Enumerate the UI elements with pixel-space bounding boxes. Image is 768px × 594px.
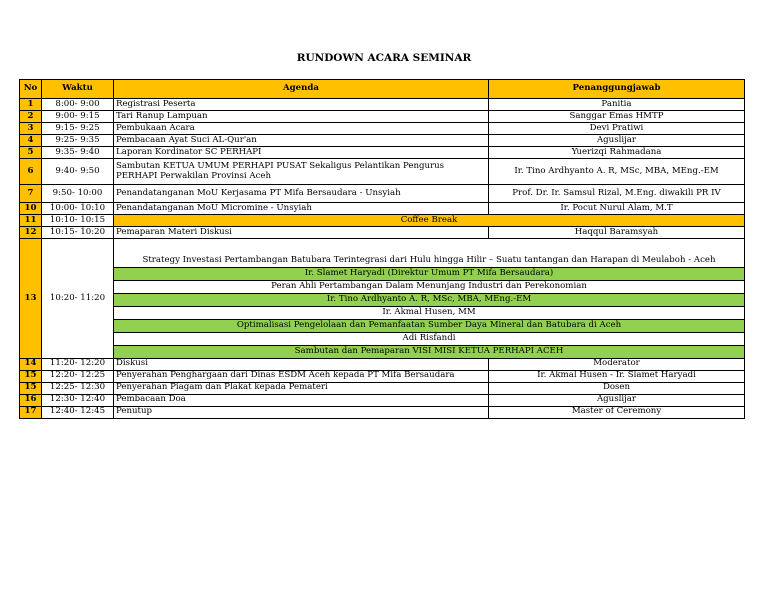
row-pj: Master of Ceremony [489, 406, 745, 418]
session-topic: Peran Ahli Pertambangan Dalam Menunjang Industri dan Perekonomian [114, 280, 745, 293]
session-topic: Optimalisasi Pengelolaan dan Pemanfaatan Sumber Daya Mineral dan Batubara di Aceh [114, 319, 745, 332]
row-no: 11 [20, 215, 42, 227]
row-waktu: 9:25- 9:35 [42, 135, 114, 147]
header-penanggungjawab: Penanggungjawab [489, 80, 745, 99]
row-pj: Devi Pratiwi [489, 123, 745, 135]
session-speaker: Adi Risfandi [114, 332, 745, 345]
session-line [20, 293, 745, 306]
row-no: 6 [20, 159, 42, 185]
session-waktu: 10:20- 11:20 [42, 239, 114, 359]
row-waktu: 9:15- 9:25 [42, 123, 114, 135]
row-waktu: 9:00- 9:15 [42, 111, 114, 123]
session-line [20, 332, 745, 345]
table-row [20, 382, 745, 394]
table-row [20, 99, 745, 111]
row-waktu: 9:40- 9:50 [42, 159, 114, 185]
session-line [20, 306, 745, 319]
row-pj: Ir. Pocut Nurul Alam, M.T [489, 203, 745, 215]
table-row [20, 203, 745, 215]
rundown-table [19, 79, 745, 419]
row-no: 12 [20, 227, 42, 239]
row-pj: Prof. Dr. Ir. Samsul Rizal, M.Eng. diwakili PR IV [489, 185, 745, 203]
row-waktu: 8:00- 9:00 [42, 99, 114, 111]
row-waktu: 12:20- 12:25 [42, 370, 114, 382]
session-line [20, 319, 745, 332]
row-pj: Yuerizqi Rahmadana [489, 147, 745, 159]
row-waktu: 9:50- 10:00 [42, 185, 114, 203]
row-pj: Ir. Akmal Husen - Ir. Slamet Haryadi [489, 370, 745, 382]
row-agenda: Penyerahan Piagam dan Plakat kepada Pemateri [114, 382, 489, 394]
header-agenda: Agenda [114, 80, 489, 99]
table-row [20, 185, 745, 203]
row-pj: Aguslijar [489, 135, 745, 147]
row-no: 7 [20, 185, 42, 203]
session-line [20, 345, 745, 358]
row-pj: Dosen [489, 382, 745, 394]
row-pj: Sanggar Emas HMTP [489, 111, 745, 123]
row-agenda: Penandatanganan MoU Kerjasama PT Mifa Bersaudara - Unsyiah [114, 185, 489, 203]
session-speaker: Ir. Akmal Husen, MM [114, 306, 745, 319]
table-row [20, 111, 745, 123]
row-no: 15 [20, 382, 42, 394]
row-no: 10 [20, 203, 42, 215]
row-waktu: 11:20- 12:20 [42, 358, 114, 370]
row-no: 17 [20, 406, 42, 418]
row-agenda: Pembukaan Acara [114, 123, 489, 135]
table-row [20, 358, 745, 370]
row-waktu: 12:40- 12:45 [42, 406, 114, 418]
session-row [20, 239, 745, 255]
row-waktu: 9:35- 9:40 [42, 147, 114, 159]
row-waktu: 12:30- 12:40 [42, 394, 114, 406]
session-line [20, 280, 745, 293]
session-line [20, 255, 745, 268]
session-topic: Sambutan dan Pemaparan VISI MISI KETUA PERHAPI ACEH [114, 345, 745, 358]
row-no: 14 [20, 358, 42, 370]
row-no: 5 [20, 147, 42, 159]
row-pj: Panitia [489, 99, 745, 111]
table-row [20, 406, 745, 418]
row-pj: Haqqul Baramsyah [489, 227, 745, 239]
row-agenda: Tari Ranup Lampuan [114, 111, 489, 123]
table-row [20, 123, 745, 135]
row-agenda: Laporan Kordinator SC PERHAPI [114, 147, 489, 159]
session-line [20, 267, 745, 280]
row-no: 15 [20, 370, 42, 382]
table-row-coffee-break [20, 215, 745, 227]
table-row [20, 227, 745, 239]
row-pj: Moderator [489, 358, 745, 370]
table-row [20, 394, 745, 406]
row-agenda: Pembacaan Doa [114, 394, 489, 406]
table-header-row [20, 80, 745, 99]
row-agenda: Diskusi [114, 358, 489, 370]
row-waktu: 12:25- 12:30 [42, 382, 114, 394]
row-no: 3 [20, 123, 42, 135]
table-row [20, 159, 745, 185]
session-speaker: Ir. Slamet Haryadi (Direktur Umum PT Mifa Bersaudara) [114, 267, 745, 280]
document-title: RUNDOWN ACARA SEMINAR [296, 52, 472, 64]
row-agenda: Sambutan KETUA UMUM PERHAPI PUSAT Sekaligus Pelantikan Pengurus PERHAPI Perwakilan Provinsi Aceh [114, 159, 489, 185]
row-no: 1 [20, 99, 42, 111]
header-waktu: Waktu [42, 80, 114, 99]
row-waktu: 10:00- 10:10 [42, 203, 114, 215]
session-speaker: Ir. Tino Ardhyanto A. R, MSc, MBA, MEng.-EM [114, 293, 745, 306]
row-agenda: Pemaparan Materi Diskusi [114, 227, 489, 239]
row-no: 16 [20, 394, 42, 406]
row-agenda: Penutup [114, 406, 489, 418]
row-agenda: Penandatanganan MoU Micromine - Unsyiah [114, 203, 489, 215]
coffee-break-label: Coffee Break [114, 215, 745, 227]
row-agenda: Penyerahan Penghargaan dari Dinas ESDM Aceh kepada PT Mifa Bersaudara [114, 370, 489, 382]
row-agenda: Pembacaan Ayat Suci AL-Qur'an [114, 135, 489, 147]
row-waktu: 10:10- 10:15 [42, 215, 114, 227]
row-no: 2 [20, 111, 42, 123]
session-topic: Strategy Investasi Pertambangan Batubara Terintegrasi dari Hulu hingga Hilir – Suatu tantangan dan Harapan di Meulaboh - Aceh [114, 255, 745, 268]
session-no: 13 [20, 239, 42, 359]
row-no: 4 [20, 135, 42, 147]
table-row [20, 370, 745, 382]
table-row [20, 147, 745, 159]
row-waktu: 10:15- 10:20 [42, 227, 114, 239]
table-row [20, 135, 745, 147]
row-agenda: Registrasi Peserta [114, 99, 489, 111]
header-no: No [20, 80, 42, 99]
row-pj: Ir. Tino Ardhyanto A. R, MSc, MBA, MEng.-EM [489, 159, 745, 185]
row-pj: Aguslijar [489, 394, 745, 406]
